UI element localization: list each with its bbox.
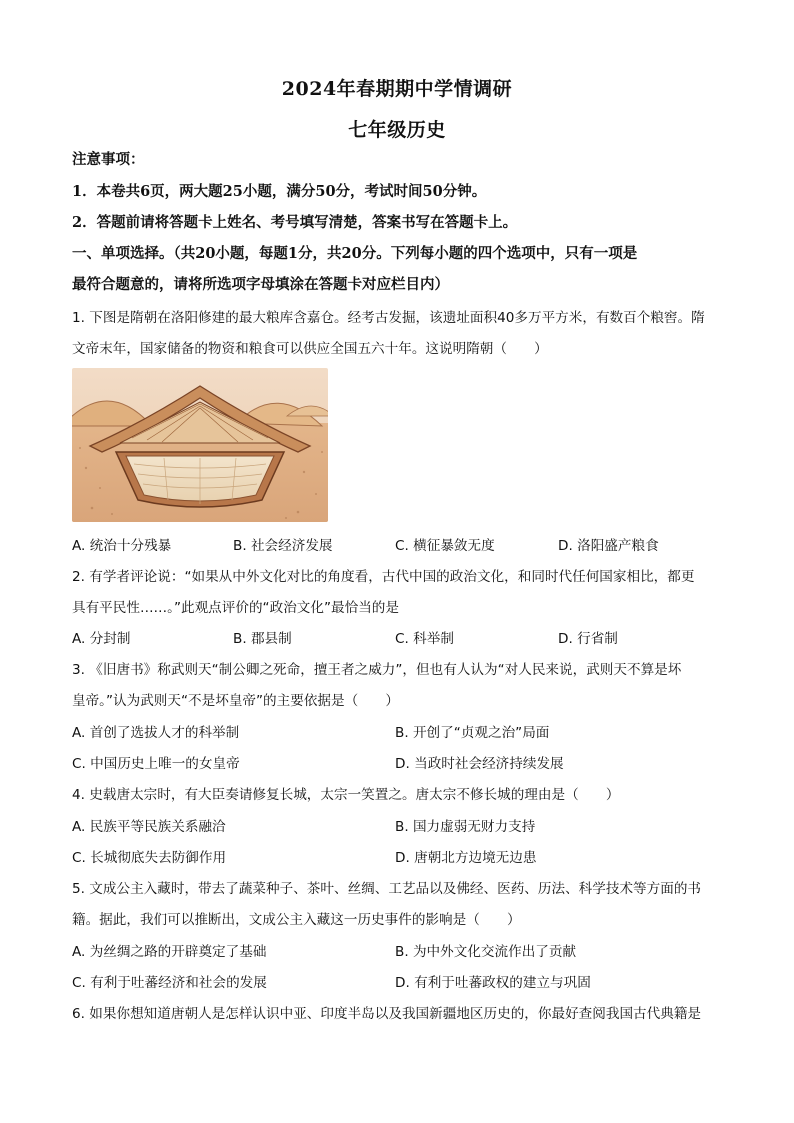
question-3-option-b: B. 开创了“贞观之治”局面: [395, 725, 550, 741]
question-1-text-line-2: 文帝末年，国家储备的物资和粮食可以供应全国五六十年。这说明隋朝（ ）: [72, 341, 548, 357]
question-4-option-c: C. 长城彻底失去防御作用: [72, 850, 227, 866]
question-2-option-d: D. 行省制: [558, 631, 618, 647]
question-2-option-a: A. 分封制: [72, 631, 131, 647]
notice-item-1: 1．本卷共6页，两大题25小题，满分50分，考试时间50分钟。: [72, 183, 487, 200]
question-2-text-line-1: 2. 有学者评论说：“如果从中外文化对比的角度看，古代中国的政治文化，和同时代任何国家相比，都更: [72, 569, 695, 585]
notice-item-2: 2．答题前请将答题卡上姓名、考号填写清楚，答案书写在答题卡上。: [72, 214, 518, 231]
question-3-option-a: A. 首创了选拔人才的科举制: [72, 725, 240, 741]
section-1-instruction-line-2: 最符合题意的，请将所选项字母填涂在答题卡对应栏目内）: [72, 276, 449, 293]
notice-heading: 注意事项：: [72, 151, 145, 168]
question-2-text-line-2: 具有平民性……。”此观点评价的“政治文化”最恰当的是: [72, 600, 399, 616]
question-2-option-c: C. 科举制: [395, 631, 454, 647]
question-3-option-d: D. 当政时社会经济持续发展: [395, 756, 564, 772]
granary-illustration: [72, 368, 328, 522]
question-6-text-line-1: 6. 如果你想知道唐朝人是怎样认识中亚、印度半岛以及我国新疆地区历史的，你最好查阅我国古代典籍是: [72, 1006, 702, 1022]
question-3-text-line-1: 3. 《旧唐书》称武则天“制公卿之死命，擅王者之威力”，但也有人认为“对人民来说，武则天不算是坏: [72, 662, 682, 678]
question-5-text-line-1: 5. 文成公主入藏时，带去了蔬菜种子、茶叶、丝绸、工艺品以及佛经、医药、历法、科学技术等方面的书: [72, 881, 702, 897]
question-3-option-c: C. 中国历史上唯一的女皇帝: [72, 756, 240, 772]
question-4-option-d: D. 唐朝北方边境无边患: [395, 850, 537, 866]
question-1-text-line-1: 1. 下图是隋朝在洛阳修建的最大粮库含嘉仓。经考古发掘，该遗址面积40多万平方米，有数百个粮窖。隋: [72, 310, 705, 326]
question-5-option-d: D. 有利于吐蕃政权的建立与巩固: [395, 975, 591, 991]
question-4-text-line-1: 4. 史载唐太宗时，有大臣奏请修复长城，太宗一笑置之。唐太宗不修长城的理由是（ ）: [72, 787, 620, 803]
question-5-option-c: C. 有利于吐蕃经济和社会的发展: [72, 975, 267, 991]
exam-title: 2024年春期期中学情调研: [281, 78, 513, 100]
question-1-option-c: C. 横征暴敛无度: [395, 538, 495, 554]
question-1-option-a: A. 统治十分残暴: [72, 538, 172, 554]
question-1-option-b: B. 社会经济发展: [233, 538, 333, 554]
question-1-option-d: D. 洛阳盛产粮食: [558, 538, 659, 554]
question-5-option-b: B. 为中外文化交流作出了贡献: [395, 944, 577, 960]
question-3-text-line-2: 皇帝。”认为武则天“不是坏皇帝”的主要依据是（ ）: [72, 693, 399, 709]
question-2-option-b: B. 郡县制: [233, 631, 292, 647]
exam-subtitle: 七年级历史: [348, 119, 446, 141]
section-1-instruction-line-1: 一、单项选择。（共20小题，每题1分，共20分。下列每小题的四个选项中，只有一项是: [72, 245, 638, 262]
question-5-text-line-2: 籍。据此，我们可以推断出，文成公主入藏这一历史事件的影响是（ ）: [72, 912, 521, 928]
question-5-option-a: A. 为丝绸之路的开辟奠定了基础: [72, 944, 267, 960]
question-4-option-a: A. 民族平等民族关系融洽: [72, 819, 226, 835]
question-4-option-b: B. 国力虚弱无财力支持: [395, 819, 536, 835]
